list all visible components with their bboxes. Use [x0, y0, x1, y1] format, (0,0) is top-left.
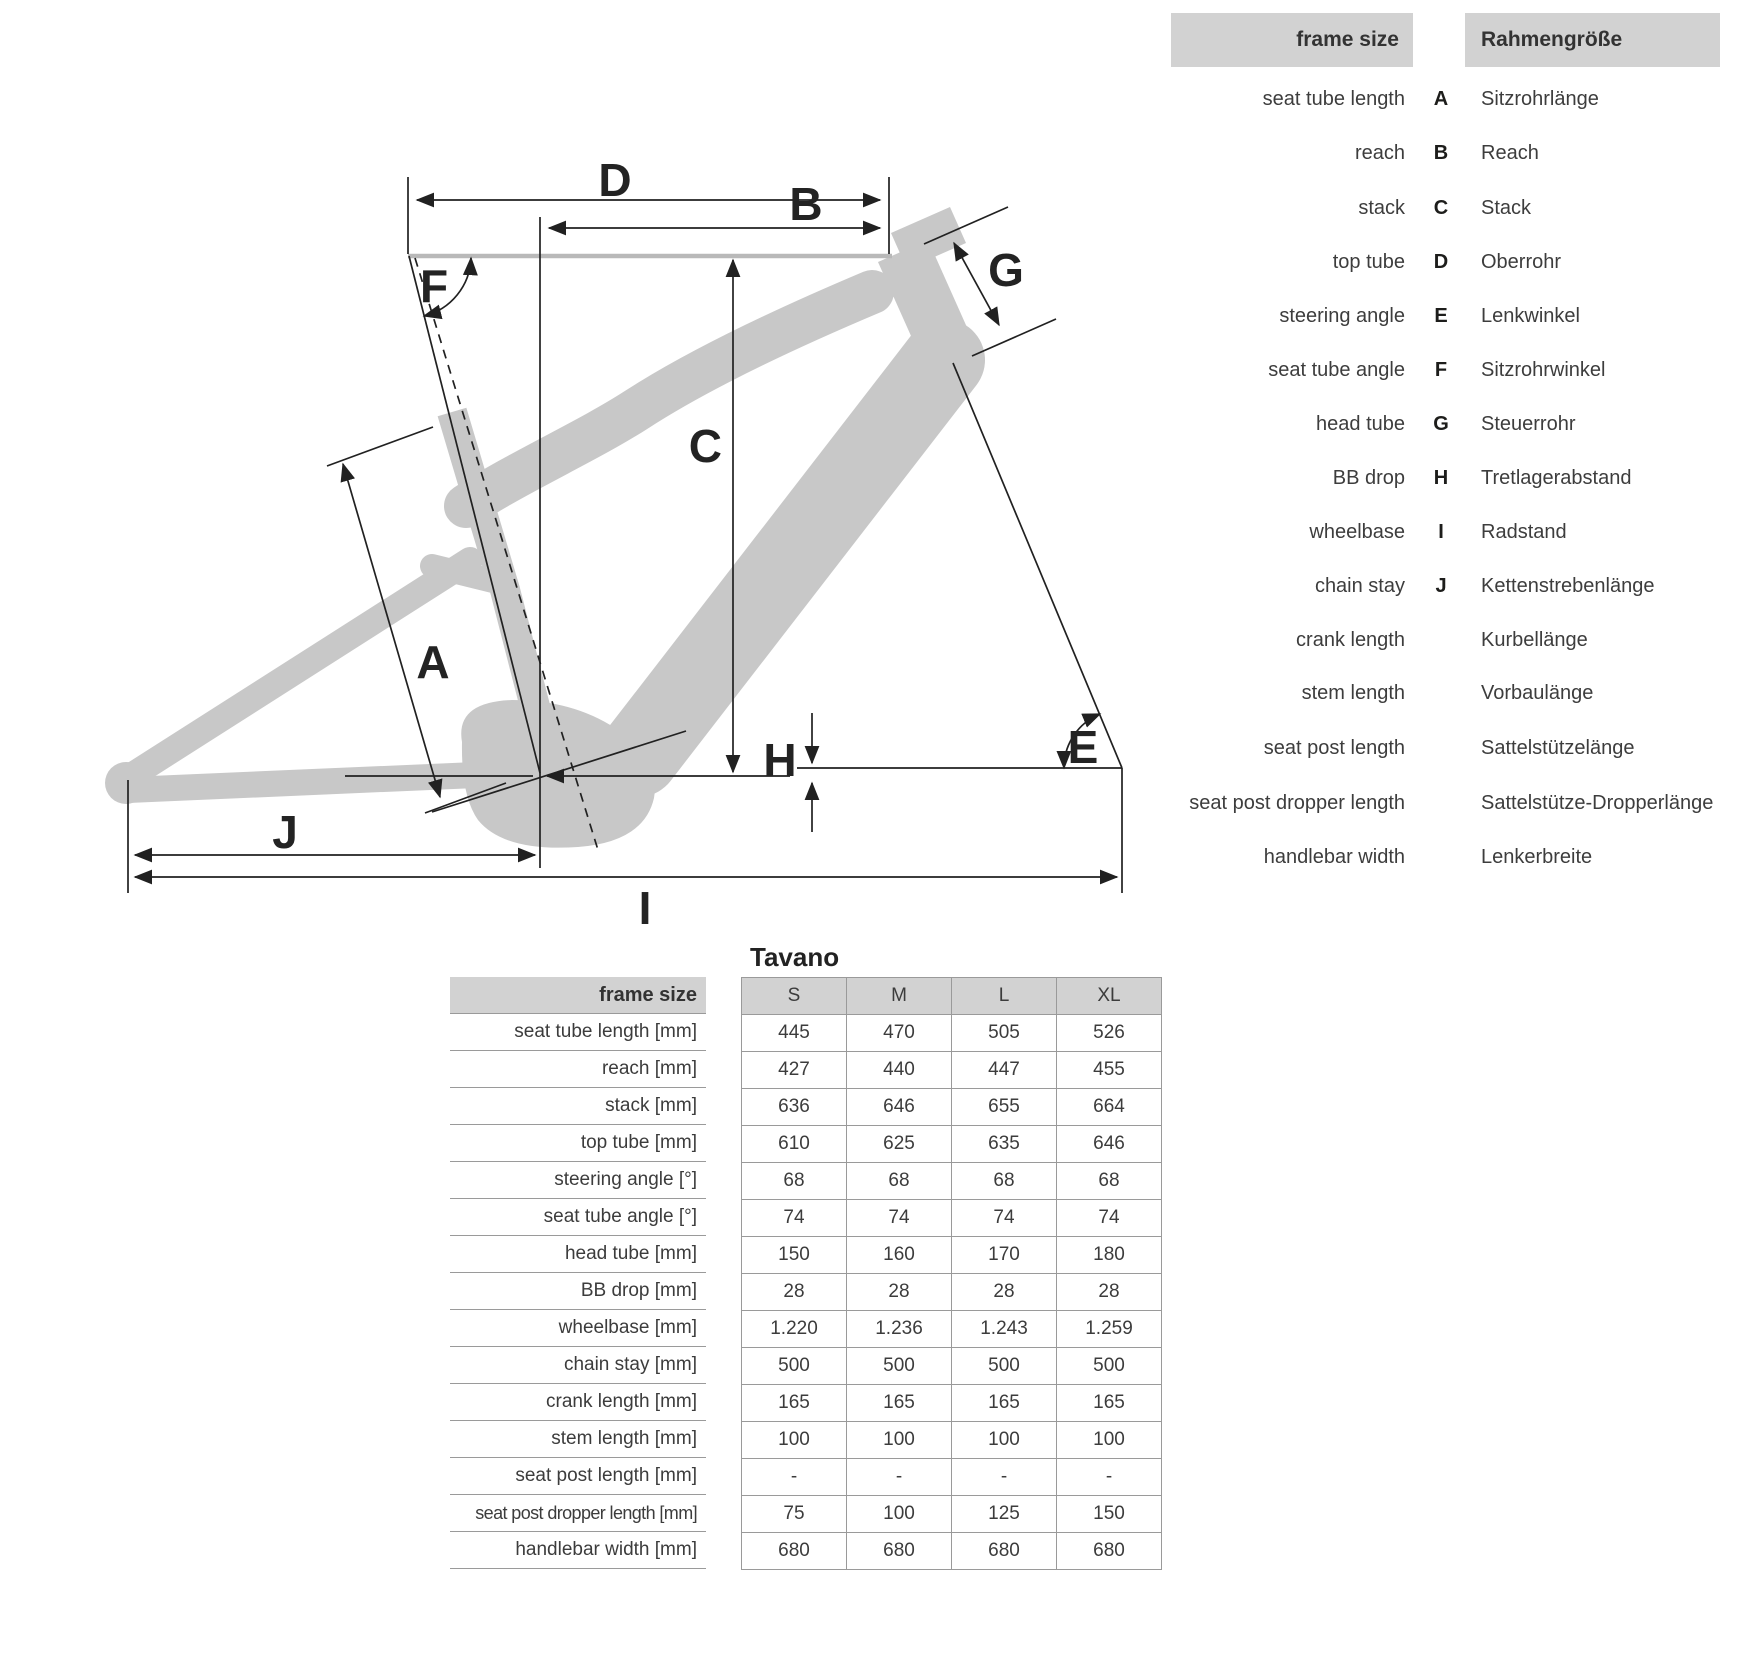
table-cell: 165: [847, 1385, 952, 1422]
table-row: [742, 1089, 1162, 1126]
legend-term-de: Oberrohr: [1481, 251, 1562, 273]
table-cell: 100: [952, 1422, 1057, 1459]
table-row: [742, 1496, 1162, 1533]
table-cell: 625: [847, 1126, 952, 1163]
legend-row: [1040, 357, 1738, 383]
legend-term-en: stem length: [1301, 682, 1405, 704]
table-cell: 680: [742, 1533, 847, 1570]
legend-term-en: seat tube length: [1262, 88, 1405, 110]
legend-term-en: chain stay: [1314, 575, 1405, 597]
table-cell: 500: [952, 1348, 1057, 1385]
size-values-table: [741, 977, 1162, 1570]
table-row: [742, 1533, 1162, 1570]
legend-row: [1040, 86, 1738, 112]
table-cell: 470: [847, 1015, 952, 1052]
table-row-label: stem length [mm]: [450, 1421, 706, 1458]
legend-term-en: seat post length: [1263, 737, 1405, 759]
table-cell: 505: [952, 1015, 1057, 1052]
legend-row: [1040, 573, 1738, 599]
legend-term-en: seat post dropper length: [1189, 792, 1405, 814]
legend-term-en: handlebar width: [1263, 846, 1405, 868]
legend-row: [1040, 790, 1738, 816]
column-header-s: S: [742, 978, 847, 1015]
legend-letter: B: [1433, 142, 1449, 164]
table-row-label: steering angle [°]: [450, 1162, 706, 1199]
rear-dropout: [105, 762, 147, 804]
legend-letter: I: [1438, 521, 1444, 543]
table-cell: 28: [952, 1274, 1057, 1311]
dim-label-h: H: [763, 734, 797, 786]
table-cell: 526: [1057, 1015, 1162, 1052]
legend-term-en: top tube: [1332, 251, 1405, 273]
table-row: [742, 1052, 1162, 1089]
dim-label-i: I: [638, 882, 652, 934]
table-header-row: [742, 978, 1162, 1015]
legend-row: [1040, 519, 1738, 545]
table-row-label: seat post length [mm]: [450, 1458, 706, 1495]
table-cell: 100: [847, 1422, 952, 1459]
table-cell: 680: [1057, 1533, 1162, 1570]
table-cell: 646: [847, 1089, 952, 1126]
table-cell: 500: [1057, 1348, 1162, 1385]
table-cell: 636: [742, 1089, 847, 1126]
table-cell: -: [952, 1459, 1057, 1496]
dim-label-c: C: [688, 420, 722, 472]
table-row: [742, 1348, 1162, 1385]
legend-letter: H: [1433, 467, 1449, 489]
dim-a-tick-top: [327, 427, 433, 466]
legend-term-en: reach: [1354, 142, 1405, 164]
legend-header-de: Rahmengröße: [1465, 13, 1720, 67]
table-cell: 28: [1057, 1274, 1162, 1311]
dim-label-a: A: [416, 636, 450, 688]
table-cell: -: [847, 1459, 952, 1496]
legend-term-de: Lenkerbreite: [1481, 846, 1593, 868]
table-cell: 1.236: [847, 1311, 952, 1348]
legend-term-en: head tube: [1316, 413, 1405, 435]
legend-term-en: stack: [1358, 197, 1405, 219]
legend-term-de: Kettenstrebenlänge: [1481, 575, 1655, 597]
table-row-label: head tube [mm]: [450, 1236, 706, 1273]
table-cell: 68: [952, 1163, 1057, 1200]
legend-term-de: Stack: [1481, 197, 1532, 219]
table-cell: 160: [847, 1237, 952, 1274]
legend-term-de: Radstand: [1481, 521, 1567, 543]
table-row: [742, 1200, 1162, 1237]
table-row-label: crank length [mm]: [450, 1384, 706, 1421]
table-cell: 445: [742, 1015, 847, 1052]
column-header-m: M: [847, 978, 952, 1015]
table-cell: 100: [847, 1496, 952, 1533]
table-cell: 1.220: [742, 1311, 847, 1348]
legend-term-de: Sattelstützelänge: [1481, 737, 1635, 759]
table-cell: 100: [742, 1422, 847, 1459]
table-row: [742, 1459, 1162, 1496]
frame-geometry-diagram: [0, 0, 1180, 950]
legend-term-de: Kurbellänge: [1481, 629, 1588, 651]
legend-row: [1040, 303, 1738, 329]
table-cell: -: [742, 1459, 847, 1496]
legend-term-de: Sattelstütze-Dropperlänge: [1481, 792, 1714, 814]
table-cell: 125: [952, 1496, 1057, 1533]
table-cell: 165: [742, 1385, 847, 1422]
table-row-label: seat post dropper length [mm]: [450, 1495, 706, 1532]
table-cell: 100: [1057, 1422, 1162, 1459]
legend-term-en: steering angle: [1279, 305, 1405, 327]
table-cell: 74: [742, 1200, 847, 1237]
table-row: [742, 1311, 1162, 1348]
table-cell: 500: [847, 1348, 952, 1385]
dim-label-e: E: [1067, 721, 1099, 773]
dim-label-g: G: [988, 244, 1024, 296]
legend-letter: E: [1434, 305, 1448, 327]
legend-term-de: Steuerrohr: [1481, 413, 1576, 435]
table-cell: 664: [1057, 1089, 1162, 1126]
legend-row: [1040, 627, 1738, 653]
table-row-label: stack [mm]: [450, 1088, 706, 1125]
table-cell: 455: [1057, 1052, 1162, 1089]
table-cell: 646: [1057, 1126, 1162, 1163]
dim-label-f: F: [419, 260, 449, 312]
table-cell: 165: [952, 1385, 1057, 1422]
table-cell: 1.259: [1057, 1311, 1162, 1348]
table-cell: 68: [847, 1163, 952, 1200]
table-cell: 680: [847, 1533, 952, 1570]
legend-term-de: Tretlagerabstand: [1481, 467, 1632, 489]
table-cell: 500: [742, 1348, 847, 1385]
dim-label-d: D: [598, 154, 632, 206]
table-cell: 427: [742, 1052, 847, 1089]
table-cell: 610: [742, 1126, 847, 1163]
table-row-label: top tube [mm]: [450, 1125, 706, 1162]
table-cell: 74: [952, 1200, 1057, 1237]
table-row-label: reach [mm]: [450, 1051, 706, 1088]
column-header-xl: XL: [1057, 978, 1162, 1015]
table-cell: 680: [952, 1533, 1057, 1570]
seat-tube-axis-solid: [409, 256, 540, 773]
legend-term-en: seat tube angle: [1268, 359, 1405, 381]
legend-row: [1040, 140, 1738, 166]
table-row-label: chain stay [mm]: [450, 1347, 706, 1384]
table-row-label: seat tube angle [°]: [450, 1199, 706, 1236]
legend-term-en: crank length: [1296, 629, 1405, 651]
table-row-label: handlebar width [mm]: [450, 1532, 706, 1569]
legend-row: [1040, 735, 1738, 761]
legend-row: [1040, 411, 1738, 437]
legend-row: [1040, 844, 1738, 870]
table-cell: 28: [742, 1274, 847, 1311]
table-cell: 170: [952, 1237, 1057, 1274]
legend-term-de: Vorbaulänge: [1481, 682, 1594, 704]
legend-row: [1040, 680, 1738, 706]
table-cell: 440: [847, 1052, 952, 1089]
legend-letter: J: [1435, 575, 1447, 597]
table-title: Tavano: [750, 942, 840, 972]
table-cell: 68: [1057, 1163, 1162, 1200]
legend-letter: C: [1433, 197, 1449, 219]
legend-row: [1040, 249, 1738, 275]
table-cell: 1.243: [952, 1311, 1057, 1348]
table-row-label: wheelbase [mm]: [450, 1310, 706, 1347]
dim-label-b: B: [789, 178, 823, 230]
table-cell: 74: [847, 1200, 952, 1237]
dim-label-j: J: [272, 806, 298, 858]
table-cell: 150: [742, 1237, 847, 1274]
legend-term-de: Lenkwinkel: [1481, 305, 1580, 327]
table-row: [742, 1126, 1162, 1163]
table-row: [742, 1385, 1162, 1422]
legend-term-de: Sitzrohrwinkel: [1481, 359, 1606, 381]
table-cell: 75: [742, 1496, 847, 1533]
column-header-l: L: [952, 978, 1057, 1015]
legend-header-en: frame size: [1171, 13, 1413, 67]
legend-letter: D: [1433, 251, 1449, 273]
table-cell: 74: [1057, 1200, 1162, 1237]
table-cell: 165: [1057, 1385, 1162, 1422]
bike-frame-silhouette: [105, 207, 978, 848]
legend-row: [1040, 465, 1738, 491]
table-cell: 150: [1057, 1496, 1162, 1533]
legend-letter: G: [1433, 413, 1449, 435]
legend-letter: F: [1434, 359, 1448, 381]
table-cell: 28: [847, 1274, 952, 1311]
table-cell: 180: [1057, 1237, 1162, 1274]
legend-term-de: Reach: [1481, 142, 1539, 164]
down-tube: [638, 360, 944, 756]
legend-row: [1040, 195, 1738, 221]
table-cell: 68: [742, 1163, 847, 1200]
table-row: [742, 1274, 1162, 1311]
table-cell: 447: [952, 1052, 1057, 1089]
table-row: [742, 1422, 1162, 1459]
table-cell: -: [1057, 1459, 1162, 1496]
legend-term-en: wheelbase: [1309, 521, 1405, 543]
legend-letter: A: [1433, 88, 1449, 110]
table-cell: 635: [952, 1126, 1057, 1163]
legend-term-de: Sitzrohrlänge: [1481, 88, 1599, 110]
table-row: [742, 1015, 1162, 1052]
legend-term-en: BB drop: [1332, 467, 1405, 489]
table-corner-header: frame size: [450, 977, 706, 1014]
table-row-label: BB drop [mm]: [450, 1273, 706, 1310]
table-row: [742, 1237, 1162, 1274]
table-row-label: seat tube length [mm]: [450, 1014, 706, 1051]
table-cell: 655: [952, 1089, 1057, 1126]
table-row: [742, 1163, 1162, 1200]
